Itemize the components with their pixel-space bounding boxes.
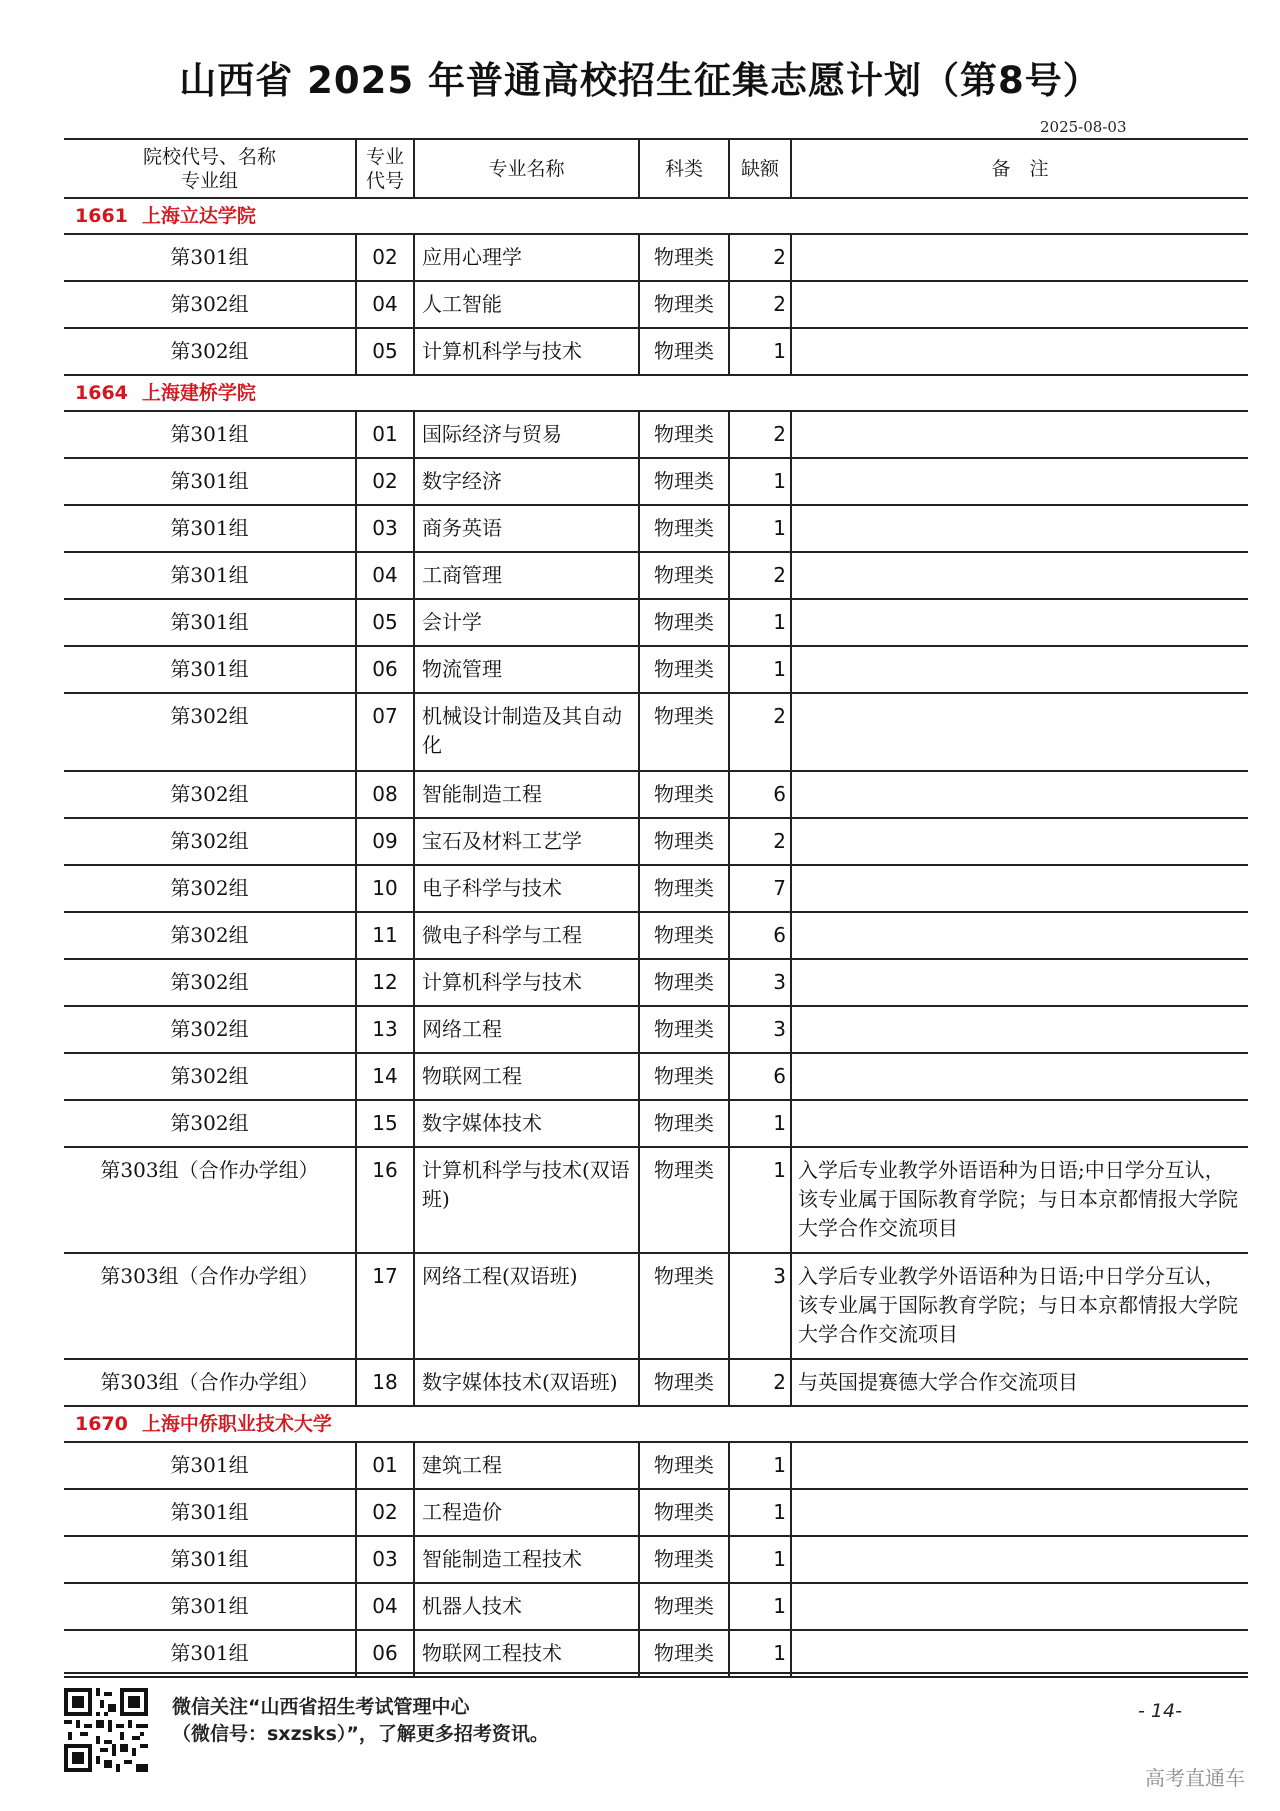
- cell-major-code: 12: [356, 959, 414, 1006]
- cell-major-name: 物联网工程: [414, 1053, 639, 1100]
- table-row: [64, 1006, 1248, 1053]
- cell-remarks: [791, 1100, 1248, 1147]
- header-major-code: 专业 代号: [356, 139, 414, 198]
- cell-remarks: [791, 552, 1248, 599]
- cell-remarks: [791, 1536, 1248, 1583]
- cell-category: 物理类: [639, 646, 729, 693]
- cell-category: 物理类: [639, 281, 729, 328]
- cell-category: 物理类: [639, 1006, 729, 1053]
- cell-remarks: [791, 912, 1248, 959]
- cell-major-code: 01: [356, 411, 414, 458]
- cell-quota: 1: [729, 1147, 791, 1253]
- cell-group: 第302组: [64, 693, 356, 771]
- school-heading: [64, 198, 1248, 234]
- cell-group: 第301组: [64, 458, 356, 505]
- school-heading: [64, 375, 1248, 411]
- cell-quota: 2: [729, 281, 791, 328]
- cell-remarks: [791, 818, 1248, 865]
- table-row: [64, 1359, 1248, 1406]
- cell-major-code: 14: [356, 1053, 414, 1100]
- table-row: [64, 1253, 1248, 1359]
- cell-major-name: 计算机科学与技术: [414, 328, 639, 375]
- cell-remarks: [791, 865, 1248, 912]
- cell-major-name: 物联网工程技术: [414, 1630, 639, 1677]
- cell-group: 第301组: [64, 1442, 356, 1489]
- cell-category: 物理类: [639, 818, 729, 865]
- school-name: 上海建桥学院: [141, 382, 256, 404]
- cell-major-name: 人工智能: [414, 281, 639, 328]
- cell-quota: 1: [729, 328, 791, 375]
- footer-line-2: （微信号：sxzsks）”，了解更多招考资讯。: [172, 1723, 549, 1745]
- cell-remarks: [791, 771, 1248, 818]
- cell-remarks: [791, 234, 1248, 281]
- cell-remarks: [791, 599, 1248, 646]
- school-code: 1670: [75, 1413, 128, 1435]
- table-header-row: [64, 139, 1248, 198]
- cell-major-code: 18: [356, 1359, 414, 1406]
- cell-major-name: 智能制造工程技术: [414, 1536, 639, 1583]
- cell-category: 物理类: [639, 912, 729, 959]
- cell-quota: 3: [729, 1253, 791, 1359]
- cell-quota: 2: [729, 818, 791, 865]
- cell-group: 第302组: [64, 771, 356, 818]
- cell-quota: 1: [729, 458, 791, 505]
- cell-major-code: 11: [356, 912, 414, 959]
- table-row: [64, 771, 1248, 818]
- school-heading-row: [64, 198, 1248, 234]
- cell-major-name: 智能制造工程: [414, 771, 639, 818]
- cell-quota: 3: [729, 959, 791, 1006]
- cell-group: 第301组: [64, 505, 356, 552]
- cell-major-code: 03: [356, 505, 414, 552]
- cell-major-code: 01: [356, 1442, 414, 1489]
- table-row: [64, 411, 1248, 458]
- header-category: 科类: [639, 139, 729, 198]
- cell-quota: 2: [729, 693, 791, 771]
- cell-major-name: 数字媒体技术: [414, 1100, 639, 1147]
- cell-major-code: 09: [356, 818, 414, 865]
- cell-quota: 1: [729, 1489, 791, 1536]
- cell-major-code: 15: [356, 1100, 414, 1147]
- table-row: [64, 552, 1248, 599]
- cell-major-name: 计算机科学与技术(双语班): [414, 1147, 639, 1253]
- cell-remarks: 入学后专业教学外语语种为日语;中日学分互认，该专业属于国际教育学院；与日本京都情报大学院大学合作交流项目: [791, 1253, 1248, 1359]
- cell-quota: 2: [729, 1359, 791, 1406]
- cell-group: 第302组: [64, 1006, 356, 1053]
- cell-remarks: [791, 1053, 1248, 1100]
- school-heading-row: [64, 375, 1248, 411]
- school-name: 上海立达学院: [141, 205, 256, 227]
- cell-quota: 2: [729, 411, 791, 458]
- cell-major-name: 微电子科学与工程: [414, 912, 639, 959]
- cell-major-name: 工商管理: [414, 552, 639, 599]
- cell-category: 物理类: [639, 1253, 729, 1359]
- cell-group: 第303组（合作办学组）: [64, 1359, 356, 1406]
- qr-code-icon: [64, 1688, 148, 1772]
- header-remarks: 备 注: [791, 139, 1248, 198]
- cell-quota: 1: [729, 1100, 791, 1147]
- cell-category: 物理类: [639, 1147, 729, 1253]
- cell-remarks: [791, 646, 1248, 693]
- cell-group: 第302组: [64, 818, 356, 865]
- cell-group: 第301组: [64, 1489, 356, 1536]
- cell-quota: 1: [729, 1583, 791, 1630]
- cell-major-name: 电子科学与技术: [414, 865, 639, 912]
- cell-remarks: [791, 1442, 1248, 1489]
- cell-major-code: 06: [356, 1630, 414, 1677]
- table-row: [64, 1100, 1248, 1147]
- watermark: 高考直通车: [1145, 1766, 1245, 1790]
- table-row: [64, 328, 1248, 375]
- plan-table: [64, 138, 1248, 1678]
- cell-group: 第303组（合作办学组）: [64, 1253, 356, 1359]
- cell-remarks: [791, 1006, 1248, 1053]
- cell-major-code: 04: [356, 552, 414, 599]
- cell-category: 物理类: [639, 1100, 729, 1147]
- cell-category: 物理类: [639, 959, 729, 1006]
- footer-wechat-notice: [172, 1694, 549, 1748]
- cell-group: 第303组（合作办学组）: [64, 1147, 356, 1253]
- cell-category: 物理类: [639, 1053, 729, 1100]
- cell-major-name: 会计学: [414, 599, 639, 646]
- cell-quota: 1: [729, 646, 791, 693]
- header-school-group: 院校代号、名称 专业组: [64, 139, 356, 198]
- cell-group: 第302组: [64, 1100, 356, 1147]
- table-row: [64, 865, 1248, 912]
- header-quota: 缺额: [729, 139, 791, 198]
- cell-major-code: 07: [356, 693, 414, 771]
- cell-quota: 2: [729, 552, 791, 599]
- cell-quota: 6: [729, 912, 791, 959]
- cell-category: 物理类: [639, 1536, 729, 1583]
- cell-remarks: [791, 411, 1248, 458]
- cell-group: 第301组: [64, 234, 356, 281]
- cell-major-code: 02: [356, 458, 414, 505]
- bottom-rule: [64, 1672, 1248, 1674]
- cell-category: 物理类: [639, 865, 729, 912]
- cell-group: 第302组: [64, 328, 356, 375]
- page-number: - 14-: [1138, 1700, 1182, 1722]
- cell-major-name: 建筑工程: [414, 1442, 639, 1489]
- cell-quota: 1: [729, 1536, 791, 1583]
- cell-major-code: 05: [356, 599, 414, 646]
- cell-category: 物理类: [639, 411, 729, 458]
- cell-category: 物理类: [639, 1489, 729, 1536]
- cell-remarks: [791, 1489, 1248, 1536]
- cell-major-code: 16: [356, 1147, 414, 1253]
- cell-major-code: 02: [356, 234, 414, 281]
- school-code: 1664: [75, 382, 128, 404]
- cell-major-code: 17: [356, 1253, 414, 1359]
- cell-major-code: 04: [356, 281, 414, 328]
- cell-major-name: 数字经济: [414, 458, 639, 505]
- document-title: 山西省 2025 年普通高校招生征集志愿计划（第8号）: [179, 59, 1101, 102]
- cell-quota: 1: [729, 505, 791, 552]
- table-row: [64, 1053, 1248, 1100]
- table-row: [64, 1489, 1248, 1536]
- cell-group: 第302组: [64, 281, 356, 328]
- cell-group: 第302组: [64, 1053, 356, 1100]
- cell-major-name: 宝石及材料工艺学: [414, 818, 639, 865]
- cell-category: 物理类: [639, 693, 729, 771]
- cell-major-code: 02: [356, 1489, 414, 1536]
- cell-major-name: 工程造价: [414, 1489, 639, 1536]
- cell-major-code: 06: [356, 646, 414, 693]
- school-heading: [64, 1406, 1248, 1442]
- cell-remarks: 与英国提赛德大学合作交流项目: [791, 1359, 1248, 1406]
- table-row: [64, 912, 1248, 959]
- table-row: [64, 1583, 1248, 1630]
- cell-category: 物理类: [639, 458, 729, 505]
- cell-quota: 7: [729, 865, 791, 912]
- cell-group: 第302组: [64, 959, 356, 1006]
- cell-group: 第301组: [64, 1630, 356, 1677]
- cell-group: 第301组: [64, 599, 356, 646]
- table-row: [64, 505, 1248, 552]
- cell-category: 物理类: [639, 1442, 729, 1489]
- cell-category: 物理类: [639, 234, 729, 281]
- cell-major-name: 计算机科学与技术: [414, 959, 639, 1006]
- table-row: [64, 818, 1248, 865]
- cell-major-name: 物流管理: [414, 646, 639, 693]
- cell-quota: 6: [729, 771, 791, 818]
- cell-quota: 2: [729, 234, 791, 281]
- cell-group: 第301组: [64, 646, 356, 693]
- table-row: [64, 281, 1248, 328]
- table-row: [64, 646, 1248, 693]
- cell-quota: 1: [729, 1630, 791, 1677]
- table-row: [64, 234, 1248, 281]
- table-row: [64, 1536, 1248, 1583]
- cell-remarks: [791, 505, 1248, 552]
- school-code: 1661: [75, 205, 128, 227]
- cell-category: 物理类: [639, 1630, 729, 1677]
- cell-major-name: 商务英语: [414, 505, 639, 552]
- cell-remarks: 入学后专业教学外语语种为日语;中日学分互认，该专业属于国际教育学院；与日本京都情报大学院大学合作交流项目: [791, 1147, 1248, 1253]
- cell-quota: 3: [729, 1006, 791, 1053]
- cell-major-code: 03: [356, 1536, 414, 1583]
- header-major-name: 专业名称: [414, 139, 639, 198]
- cell-group: 第301组: [64, 411, 356, 458]
- cell-major-name: 国际经济与贸易: [414, 411, 639, 458]
- cell-remarks: [791, 1630, 1248, 1677]
- footer-line-1: 微信关注“山西省招生考试管理中心: [172, 1696, 470, 1718]
- cell-category: 物理类: [639, 328, 729, 375]
- table-row: [64, 693, 1248, 771]
- cell-major-code: 08: [356, 771, 414, 818]
- cell-remarks: [791, 1583, 1248, 1630]
- cell-category: 物理类: [639, 1583, 729, 1630]
- table-row: [64, 959, 1248, 1006]
- cell-quota: 1: [729, 599, 791, 646]
- cell-major-name: 机器人技术: [414, 1583, 639, 1630]
- cell-major-name: 网络工程: [414, 1006, 639, 1053]
- cell-major-code: 05: [356, 328, 414, 375]
- school-heading-row: [64, 1406, 1248, 1442]
- cell-major-code: 13: [356, 1006, 414, 1053]
- plan-table-body: [64, 198, 1248, 1677]
- table-row: [64, 1147, 1248, 1253]
- document-date: 2025-08-03: [1040, 118, 1127, 136]
- cell-group: 第301组: [64, 1583, 356, 1630]
- cell-remarks: [791, 693, 1248, 771]
- cell-group: 第302组: [64, 912, 356, 959]
- cell-category: 物理类: [639, 505, 729, 552]
- cell-major-name: 网络工程(双语班): [414, 1253, 639, 1359]
- table-row: [64, 599, 1248, 646]
- cell-category: 物理类: [639, 1359, 729, 1406]
- cell-category: 物理类: [639, 552, 729, 599]
- cell-quota: 6: [729, 1053, 791, 1100]
- cell-major-code: 04: [356, 1583, 414, 1630]
- cell-major-name: 机械设计制造及其自动化: [414, 693, 639, 771]
- cell-major-name: 数字媒体技术(双语班): [414, 1359, 639, 1406]
- cell-category: 物理类: [639, 771, 729, 818]
- table-row: [64, 1630, 1248, 1677]
- cell-remarks: [791, 328, 1248, 375]
- cell-remarks: [791, 458, 1248, 505]
- school-name: 上海中侨职业技术大学: [141, 1413, 332, 1435]
- cell-group: 第301组: [64, 552, 356, 599]
- table-row: [64, 458, 1248, 505]
- table-row: [64, 1442, 1248, 1489]
- cell-quota: 1: [729, 1442, 791, 1489]
- cell-remarks: [791, 281, 1248, 328]
- cell-major-name: 应用心理学: [414, 234, 639, 281]
- cell-group: 第302组: [64, 865, 356, 912]
- cell-remarks: [791, 959, 1248, 1006]
- cell-major-code: 10: [356, 865, 414, 912]
- cell-category: 物理类: [639, 599, 729, 646]
- cell-group: 第301组: [64, 1536, 356, 1583]
